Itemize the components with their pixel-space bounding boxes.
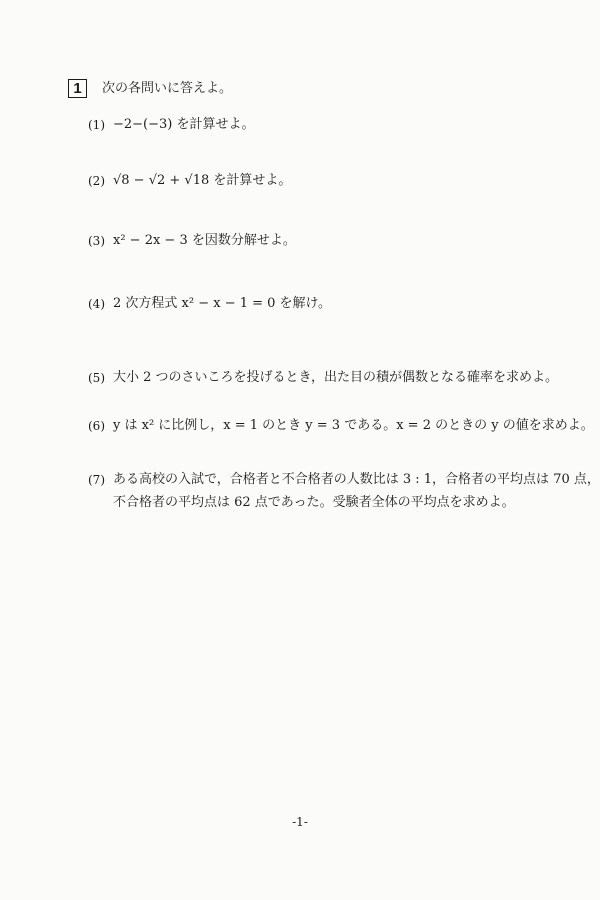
item-number: (2) [88,174,105,188]
item-number: (3) [88,234,105,248]
question-number-box: 1 [68,79,87,98]
item-text-line-2: 不合格者の平均点は 62 点であった。受験者全体の平均点を求めよ。 [113,495,515,510]
item-text: −2−(−3) を計算せよ。 [113,117,255,132]
item-text: 大小 2 つのさいころを投げるとき，出た目の積が偶数となる確率を求めよ。 [113,370,559,385]
item-text: y は x² に比例し，x = 1 のとき y = 3 である。x = 2 のときの y の値を求めよ。 [113,418,594,433]
item-text: x² − 2x − 3 を因数分解せよ。 [113,233,296,248]
item-number: (4) [88,297,105,311]
item-text: ある高校の入試で，合格者と不合格者の人数比は 3 : 1，合格者の平均点は 70 点， [113,472,600,487]
item-text: √8 − √2 + √18 を計算せよ。 [113,173,292,188]
page-number: -1- [292,815,308,829]
item-number: (7) [88,473,105,487]
item-text: 2 次方程式 x² − x − 1 = 0 を解け。 [113,296,332,311]
question-instruction: 次の各問いに答えよ。 [102,81,233,96]
item-number: (6) [88,419,105,433]
item-number: (1) [88,118,105,132]
item-number: (5) [88,371,105,385]
